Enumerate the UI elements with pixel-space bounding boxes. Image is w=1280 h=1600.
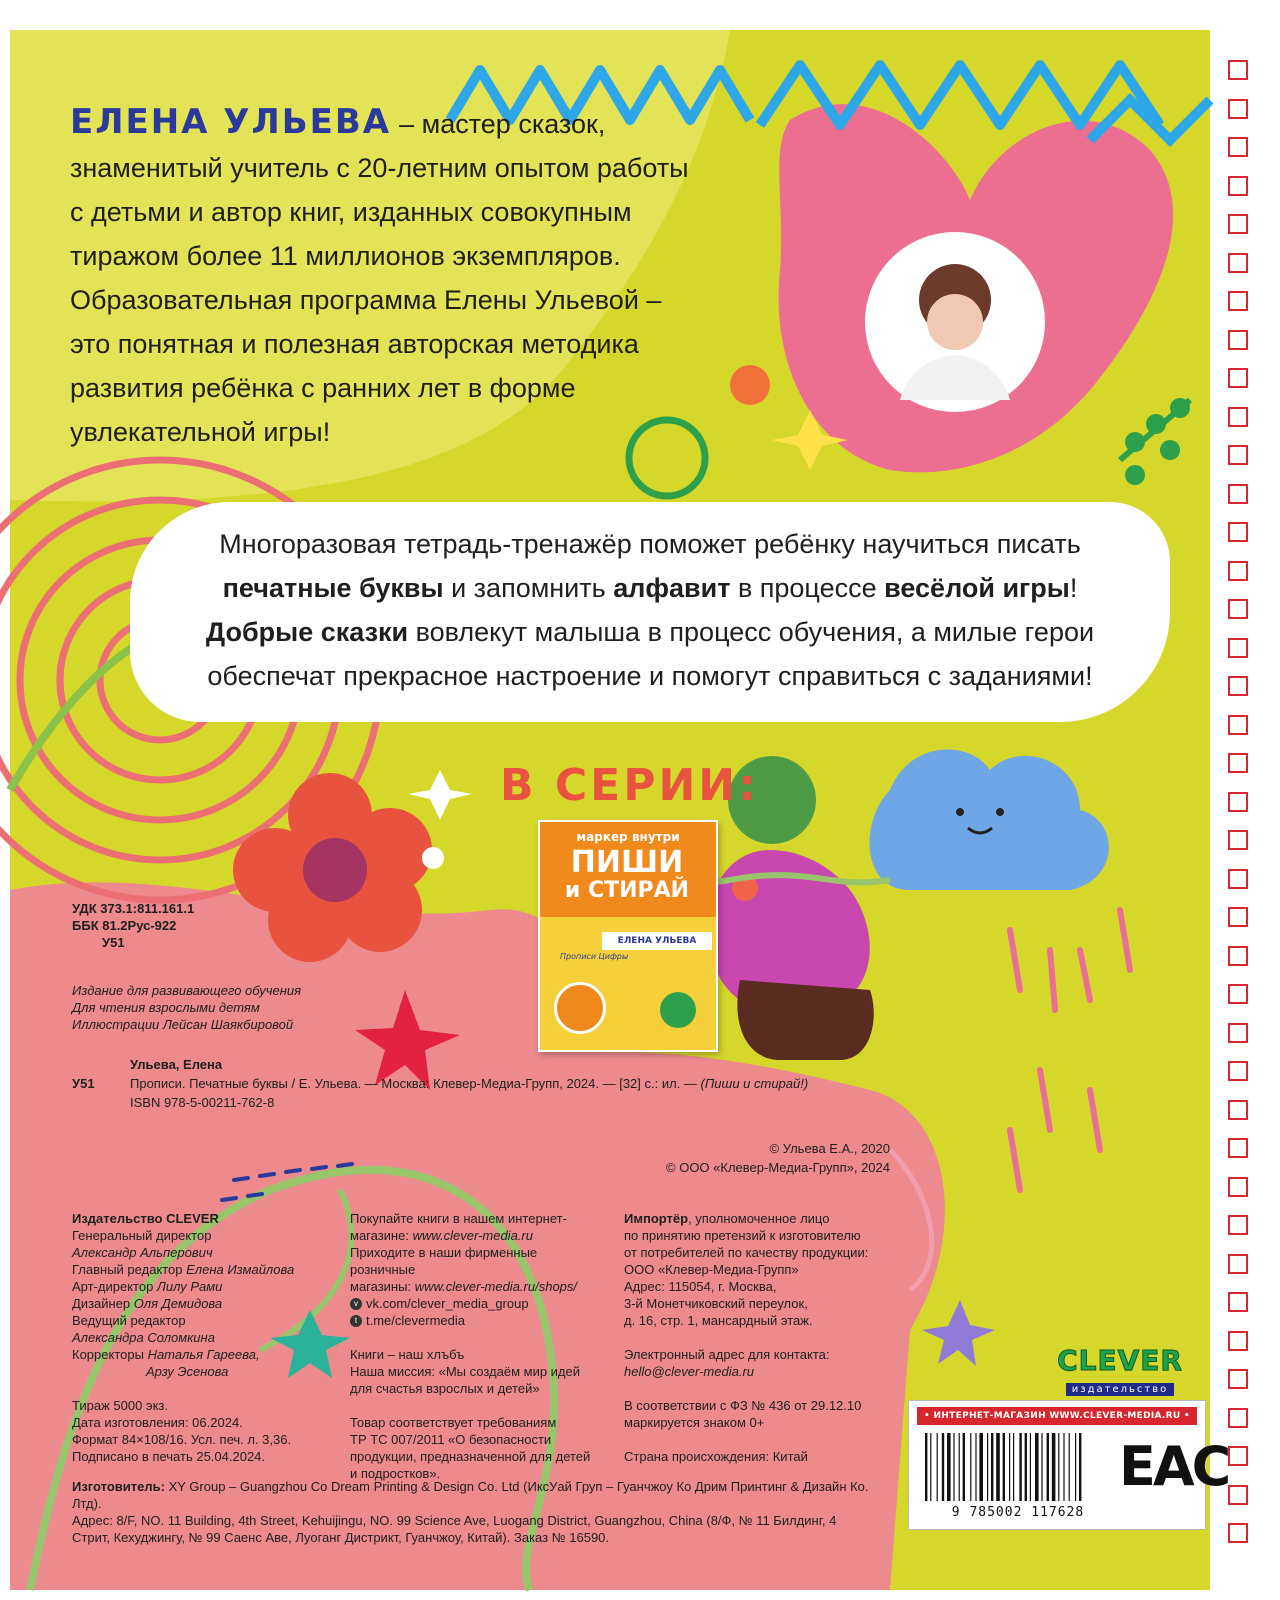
promo-line: обеспечат прекрасное настроение и помогут справиться с заданиями! [207,661,1093,691]
binding-ring [1228,484,1248,504]
barcode-bar [1079,1433,1081,1501]
promo-line: Многоразовая тетрадь-тренажёр поможет ребёнку научиться писать [219,529,1081,559]
book-subtitle: Прописи Цифры [560,952,629,961]
binding-ring [1228,561,1248,581]
vk-link[interactable]: v vk.com/clever_media_group [350,1295,600,1312]
bio-line: с детьми и автор книг, изданных совокупным [70,197,632,227]
barcode-bar [970,1433,971,1501]
binding-ring [1228,137,1248,157]
binding-ring [1228,1331,1248,1351]
barcode-bar [1041,1433,1042,1501]
barcode-bar [1075,1433,1076,1501]
barcode-bar [1025,1433,1027,1501]
barcode-bar [937,1433,938,1501]
copyright: © Ульева Е.А., 2020 © ООО «Клевер-Медиа-Групп», 2024 [666,1141,890,1175]
binding-ring [1228,1292,1248,1312]
book-top-label: маркер внутри [576,830,680,844]
barcode-bar [1058,1433,1059,1501]
manufacturer: Изготовитель: XY Group – Guangzhou Co Dream Printing & Design Co. Ltd (ИксУай Груп – Гуанчжоу Ко Дрим Принтинг & Дизайн Ко. Лтд). Адрес: 8/F, NO. 11 Building, 4th Street, Kehuijingu, NO. 99 Science Ave, Luogang District, Guangzhou, China (8/Ф, № 11 Билдинг, 4 Стрит, Кехуджингу, № 99 Саенс Аве, Луоганг Дистрикт, Гуанчжоу, Китай). Заказ № 16590. [72,1479,869,1545]
shops-link[interactable]: www.clever-media.ru/shops/ [414,1279,578,1294]
binding-ring [1228,946,1248,966]
clever-logo: CLEVER издательство [1057,1344,1183,1395]
binding-ring [1228,1023,1248,1043]
barcode [923,1433,1113,1503]
binding-ring [1228,407,1248,427]
binding-ring [1228,522,1248,542]
barcode-number: 9 785002 117628 [951,1505,1085,1520]
barcode-bar [930,1433,931,1501]
binding-ring [1228,1485,1248,1505]
book-author: ЕЛЕНА УЛЬЕВА [602,932,712,950]
binding-ring [1228,715,1248,735]
binding-ring [1228,1254,1248,1274]
vk-icon: v [350,1298,362,1310]
barcode-block [908,1400,1229,1530]
bug-illustration [660,992,696,1028]
edition-notes: Издание для развивающего обучения Для чтения взрослыми детям Иллюстрации Лейсан Шаякбировой [72,983,302,1032]
binding-ring [1228,753,1248,773]
tiger-illustration [554,982,606,1034]
binding-ring [1228,792,1248,812]
barcode-bar [925,1433,927,1501]
author-bio [70,100,690,454]
binding-ring [1228,1523,1248,1543]
bio-line: – мастер сказок, [399,109,606,139]
promo-line: Добрые сказки вовлекут малыша в процесс обучения, а милые герои [205,617,1095,647]
barcode-bar [1063,1433,1064,1501]
binding-ring [1228,984,1248,1004]
barcode-bar [996,1433,1000,1501]
barcode-bar [987,1433,988,1501]
binding-ring [1228,599,1248,619]
telegram-link[interactable]: t t.me/clevermedia [350,1312,600,1329]
barcode-bar [1047,1433,1049,1501]
binding-ring [1228,330,1248,350]
barcode-bar [953,1433,954,1501]
binding-ring [1228,176,1248,196]
classification-codes: УДК 373.1:811.161.1 ББК 81.2Рус-922 У51 [72,901,195,950]
barcode-bar [1003,1433,1005,1501]
catalog-record: Ульева, Елена У51 Прописи. Печатные буквы / Е. Ульева. — Москва: Клевер-Медиа-Групп, 2024. — [32] с.: ил. — (Пиши и стирай!) ISBN 978-5-00211-762-8 [72,1057,809,1110]
binding-ring [1228,1446,1248,1466]
email-link[interactable]: hello@clever-media.ru [624,1364,755,1379]
barcode-bar [942,1433,944,1501]
book-title: ПИШИ и СТИРАЙ [564,845,690,903]
barcode-bar [975,1433,976,1501]
barcode-bar [947,1433,951,1501]
publisher-column: Издательство CLEVER Генеральный директор Александр Альперович Главный редактор Елена Измайлова Арт-директор Лилу Рами Дизайнер Оля Демидова Ведущий редактор Александра Соломкина Корректоры Наталья Гареева, Арзу Эсенова Тираж 5000 экз. Дата изготовления: 06.2024. Формат 84×108/16. Усл. печ. л. 3,36. Подписано в печать 25.04.2024. [72,1211,295,1464]
barcode-bar [979,1433,983,1501]
author-name: ЕЛЕНА УЛЬЕВА [70,102,392,142]
barcode-bar [1030,1433,1031,1501]
bio-line: тиражом более 11 миллионов экземпляров. [70,241,621,271]
binding-ring [1228,291,1248,311]
promo-text [160,522,1140,698]
barcode-bar [1009,1433,1010,1501]
binding-ring [1228,1369,1248,1389]
binding-ring [1228,99,1248,119]
barcode-bar [959,1433,960,1501]
bio-line: Образовательная программа Елены Ульевой – [70,285,662,315]
binding-ring [1228,445,1248,465]
telegram-icon: t [350,1315,362,1327]
back-cover [10,30,1229,1590]
barcode-bar [991,1433,993,1501]
shop-strip: • ИНТЕРНЕТ-МАГАЗИН WWW.CLEVER-MEDIA.RU • [917,1407,1197,1425]
barcode-bar [1013,1433,1014,1501]
binding-ring [1228,1100,1248,1120]
binding-ring [1228,907,1248,927]
importer-column: Импортёр, уполномоченное лицо по принятию претензий к изготовителю от потребителей по качеству продукции: ООО «Клевер-Медиа-Групп» Адрес: 115054, г. Москва, 3-й Монетчиковский переулок, д. 16, стр. 1, мансардный этаж. Электронный адрес для контакта: hello@clever-media.ru В соответствии с ФЗ № 436 от 29.12.10 маркируется знаком 0+ Страна происхождения: Китай [624,1211,869,1464]
promo-line: печатные буквы и запомнить алфавит в процессе весёлой игры! [222,573,1078,603]
binding-ring [1228,638,1248,658]
binding-ring [1228,1138,1248,1158]
barcode-bar [1035,1433,1039,1501]
binding-ring [1228,60,1248,80]
binding-ring [1228,214,1248,234]
binding-ring [1228,368,1248,388]
bio-line: это понятная и полезная авторская методика [70,329,639,359]
series-book-cover[interactable] [538,820,718,1052]
bio-line: знаменитый учитель с 20-летним опытом работы [70,153,689,183]
binding-ring [1228,676,1248,696]
barcode-bar [1069,1433,1070,1501]
shop-link[interactable]: www.clever-media.ru [412,1228,533,1243]
spiral-binding [1228,60,1254,1580]
binding-ring [1228,253,1248,273]
shop-column: Покупайте книги в нашем интернет- магазине: www.clever-media.ru Приходите в наши фирменные розничные магазины: www.clever-media.ru/shops/ v vk.com/clever_media_group t t.me/clevermedia Книги – наш хлъбъ Наша миссия: «Мы создаём мир идей для счастья взрослых и детей» Товар соответствует требованиям ТР ТС 007/2011 «О безопасности продукции, предназначенной для детей и подростков». [350,1210,600,1482]
series-title: В СЕРИИ: [500,760,759,811]
bio-line: увлекательной игры! [70,417,331,447]
binding-ring [1228,830,1248,850]
barcode-bar [1019,1433,1021,1501]
binding-ring [1228,1061,1248,1081]
barcode-bar [963,1433,965,1501]
binding-ring [1228,869,1248,889]
barcode-bar [1052,1433,1056,1501]
binding-ring [1228,1408,1248,1428]
eac-mark: EAC [1119,1435,1229,1498]
binding-ring [1228,1177,1248,1197]
binding-ring [1228,1215,1248,1235]
bio-line: развития ребёнка с ранних лет в форме [70,373,576,403]
